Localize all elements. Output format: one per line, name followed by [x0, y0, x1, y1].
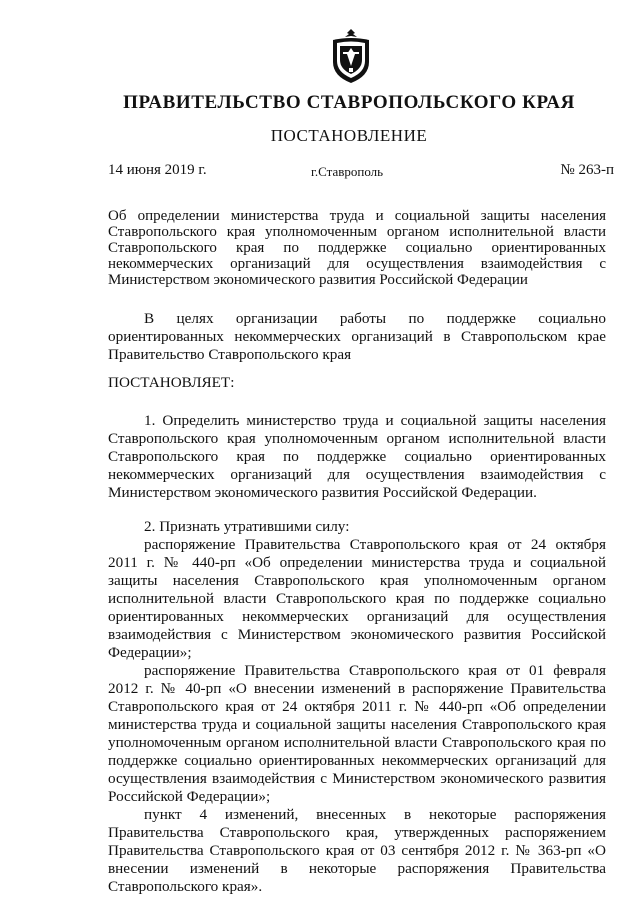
intro-paragraph — [108, 310, 606, 364]
coat-of-arms-emblem — [328, 28, 374, 84]
item-2-block — [108, 518, 606, 896]
document-date: 14 июня 2019 г. — [108, 162, 207, 178]
item-2-a-text: распоряжение Правительства Ставропольского края от 24 октября 2011 г. № 440-рп «Об определении министерства труда и социальной защиты населения Ставропольского края уполномоченным органом исполнительной власти Ставропольского края по поддержке социально ориентированных некоммерческих организаций для осуществления взаимодействия с Министерством экономического развития Российской Федерации»; — [108, 536, 606, 661]
decree-word-block — [108, 374, 606, 392]
document-type: ПОСТАНОВЛЕНИЕ — [270, 126, 428, 145]
item-2-heading: 2. Признать утратившими силу: — [144, 518, 350, 535]
intro-text: В целях организации работы по поддержке социально ориентированных некоммерческих организаций в Ставропольском крае Правительство Ставропольского края — [108, 310, 606, 363]
item-1-block — [108, 412, 606, 502]
document-number: № 263-п — [560, 162, 614, 178]
document-subject: Об определении министерства труда и социальной защиты населения Ставропольского края уполномоченным органом исполнительной власти Ставропольского края по поддержке социально ориентированных некоммерческих организаций для осуществления взаимодействия с Министерством экономического развития Российской Федерации — [108, 208, 606, 288]
government-title: ПРАВИТЕЛЬСТВО СТАВРОПОЛЬСКОГО КРАЯ — [123, 92, 575, 113]
item-2-c-text: пункт 4 изменений, внесенных в некоторые распоряжения Правительства Ставропольского края, утвержденных распоряжением Правительства Ставропольского края от 03 сентября 2012 г. № 363-рп «О внесении изменений в некоторые распоряжения Правительства Ставропольского края». — [108, 806, 606, 895]
document-city: г.Ставрополь — [311, 164, 384, 179]
decree-word: ПОСТАНОВЛЯЕТ: — [108, 374, 235, 391]
item-1-text: 1. Определить министерство труда и социальной защиты населения Ставропольского края уполномоченным органом исполнительной власти Ставропольского края по поддержке социально ориентированных некоммерческих организаций для осуществления взаимодействия с Министерством экономического развития Российской Федерации. — [108, 412, 606, 501]
item-2-b-text: распоряжение Правительства Ставропольского края от 01 февраля 2012 г. № 40-рп «О внесении изменений в распоряжение Правительства Ставропольского края от 24 октября 2011 г. № 440-рп «Об определении министерства труда и социальной защиты населения Ставропольского края уполномоченным органом исполнительной власти Ставропольского края по поддержке социально ориентированных некоммерческих организаций для осуществления взаимодействия с Министерством экономического развития Российской Федерации»; — [108, 662, 606, 805]
